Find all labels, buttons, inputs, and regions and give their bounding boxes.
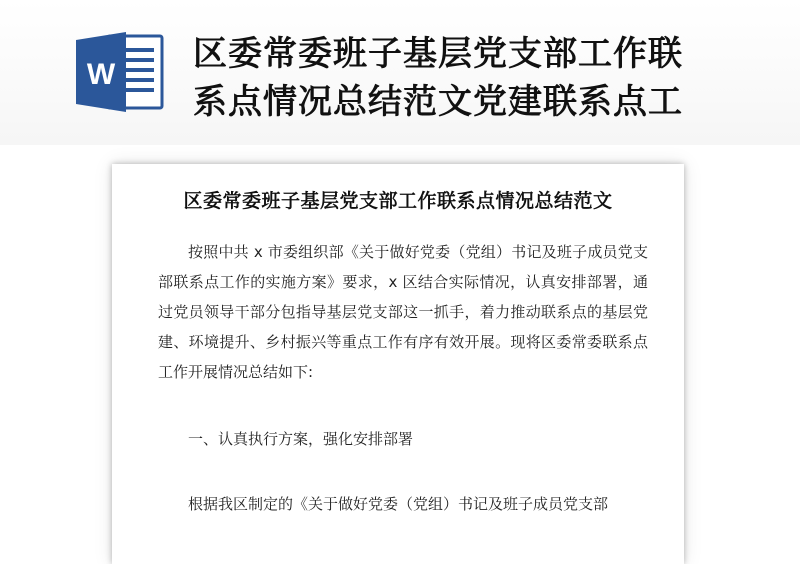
document-page (112, 164, 684, 564)
section-heading: 一、认真执行方案，强化安排部署 (188, 430, 414, 448)
document-title: 区委常委班子基层党支部工作联系点情况总结范文 (183, 190, 613, 212)
paragraph-intro: 按照中共 x 市委组织部《关于做好党委（党组）书记及班子成员党支部联系点工作的实施方案》要求，x 区结合实际情况，认真安排部署，通过党员领导干部分包指导基层党支部这一抓手，着力推动联系点的基层党建、环境提升、乡村振兴等重点工作有序有效开展。现将区委常委联系点工作开展情况总结如下: (158, 243, 648, 381)
paragraph-section-1: 根据我区制定的《关于做好党委（党组）书记及班子成员党支部 (188, 495, 609, 513)
logo-letter: W (86, 58, 116, 91)
banner-title: 区委常委班子基层党支部工作联 系点情况总结范文党建联系点工 (193, 34, 683, 122)
preview-banner (0, 0, 800, 145)
word-document-icon (74, 30, 166, 114)
